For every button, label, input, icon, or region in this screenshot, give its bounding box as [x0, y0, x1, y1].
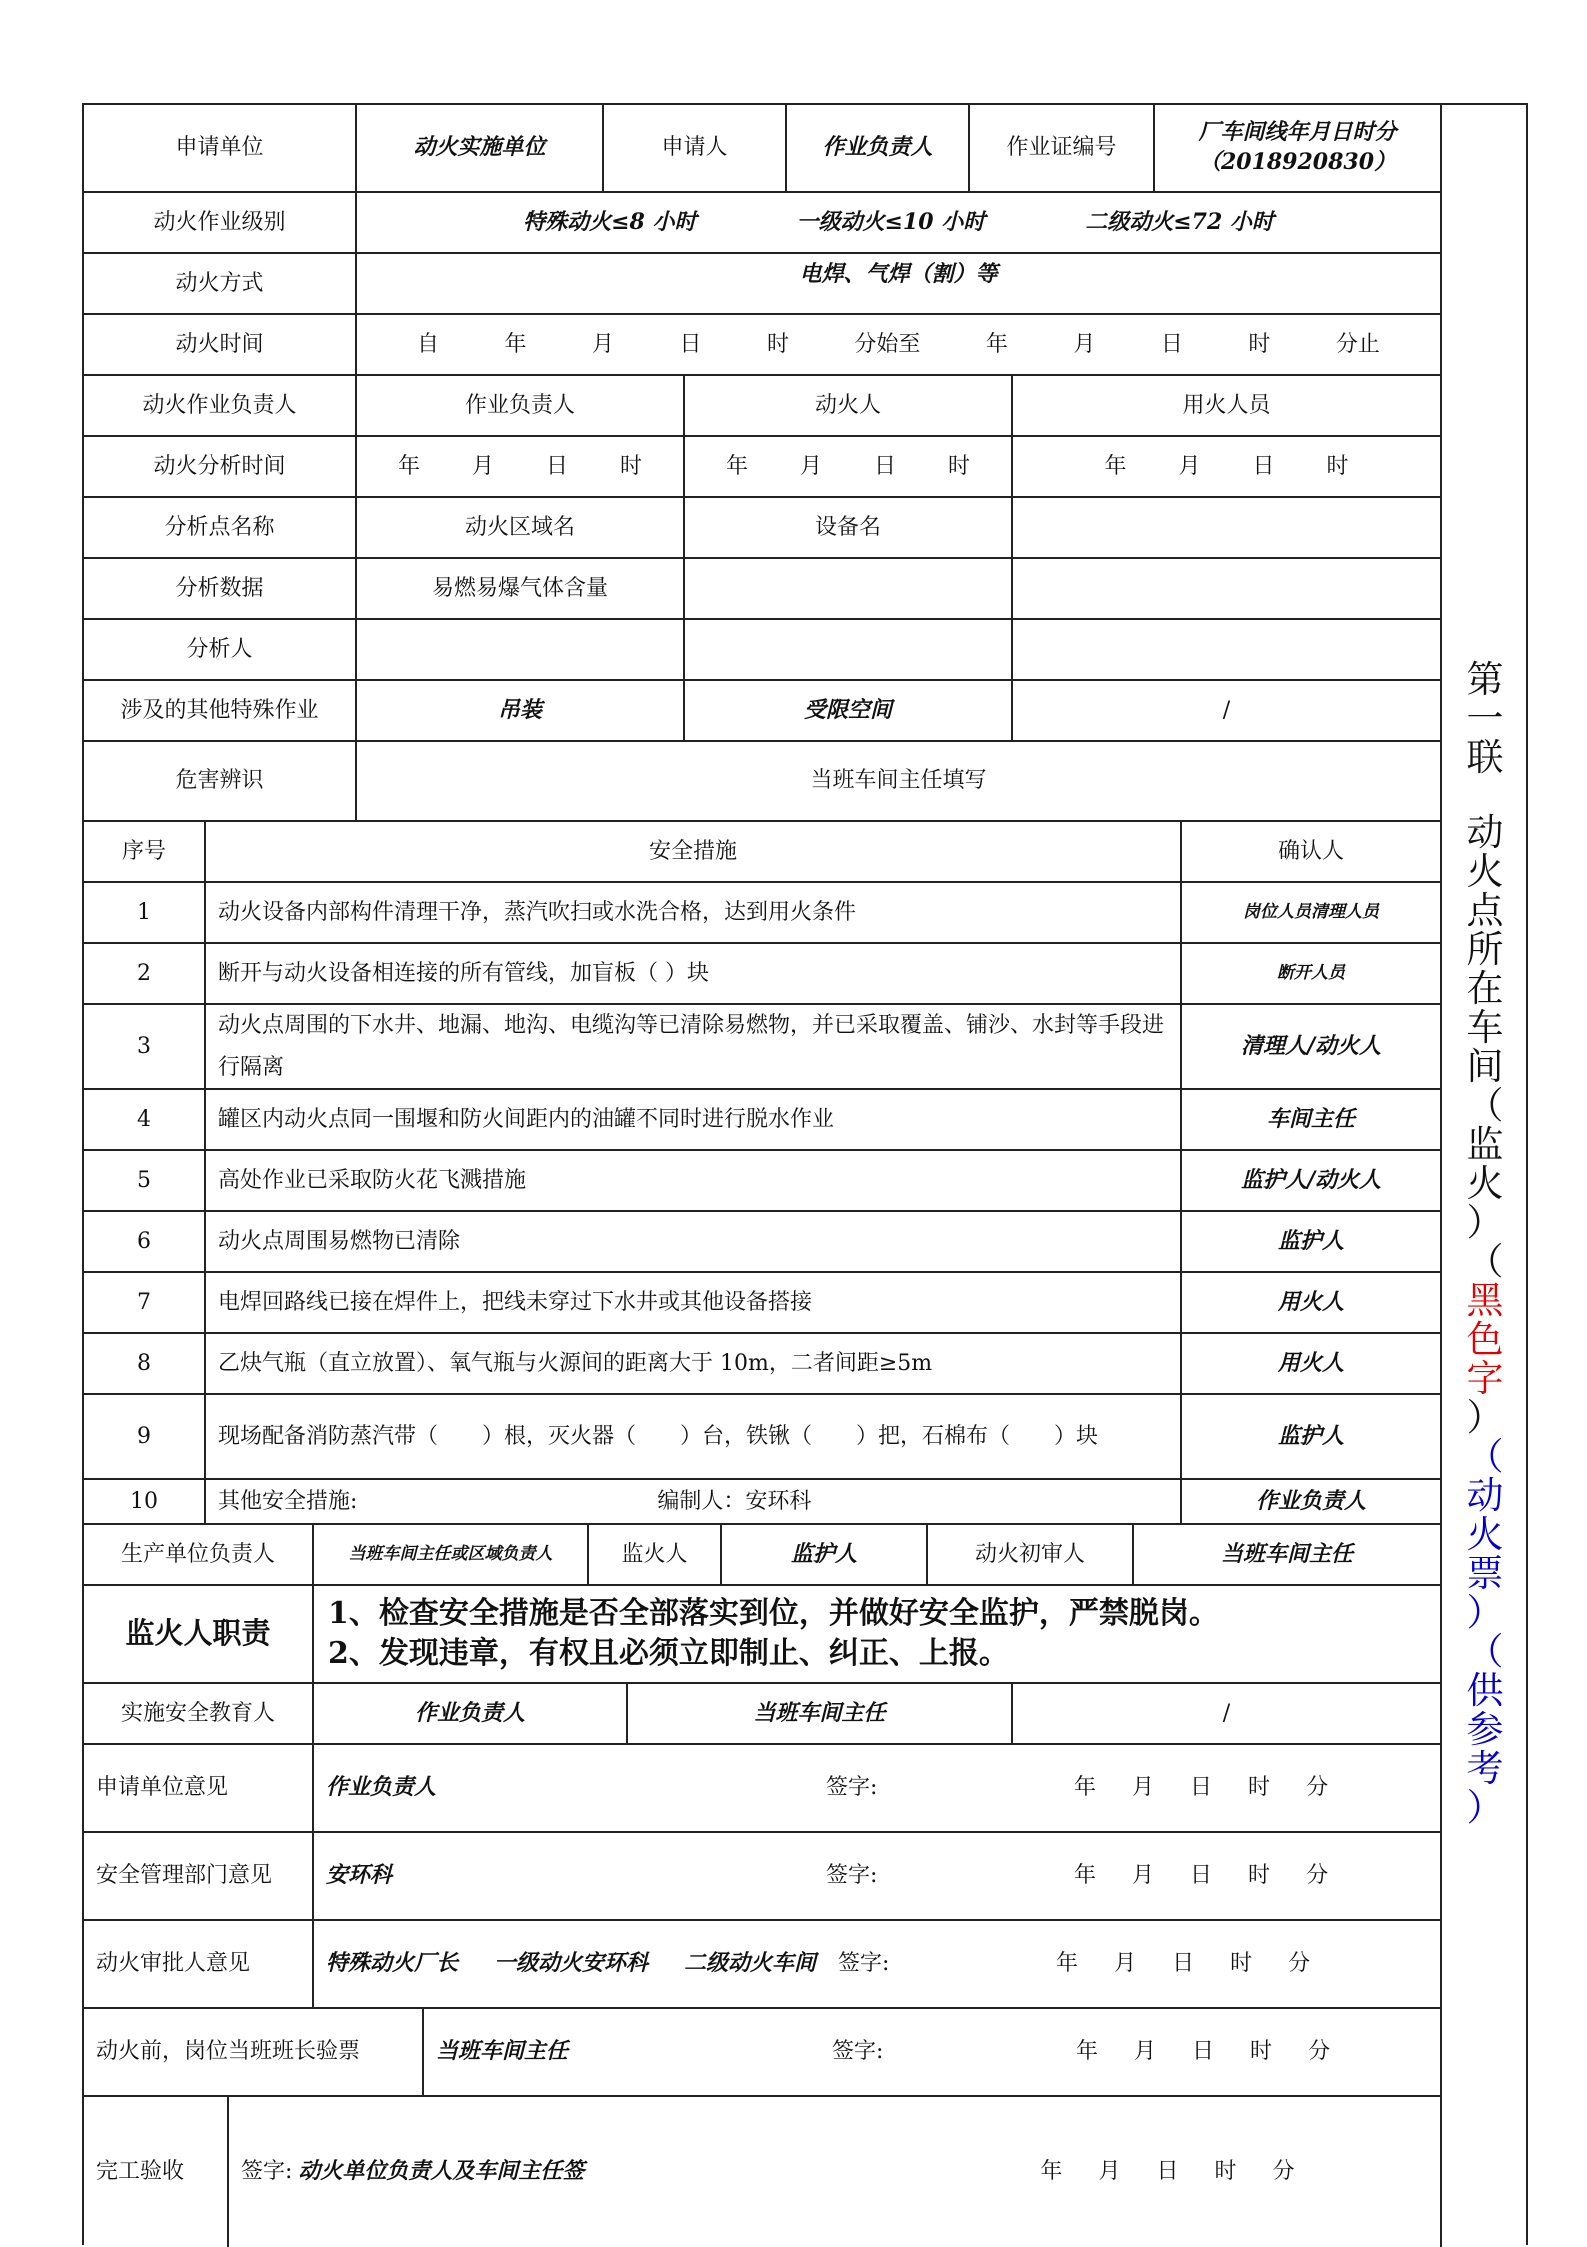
measure-row [84, 1273, 1440, 1334]
monitor-value[interactable]: 监护人 [722, 1525, 928, 1584]
measure-confirm[interactable]: 用火人 [1277, 1349, 1344, 1376]
date-part: 月 [1178, 453, 1201, 479]
measures-text-header: 安全措施 [206, 822, 1182, 881]
side-vertical-text [1464, 660, 1506, 1827]
analysis-point-label: 分析点名称 [84, 498, 357, 557]
opinion-row-apply [84, 1745, 1440, 1833]
analysis-time-label: 动火分析时间 [84, 437, 357, 496]
responsible-label: 动火作业负责人 [84, 376, 357, 435]
level-options[interactable] [357, 193, 1440, 252]
hazard-label: 危害辨识 [84, 742, 357, 820]
apply-unit-label: 申请单位 [84, 105, 357, 191]
side-char: 第 [1466, 658, 1504, 701]
side-char-blue: ） [1466, 1786, 1504, 1829]
measure-confirm[interactable]: 岗位人员清理人员 [1243, 902, 1379, 923]
time-part: 年 [985, 331, 1008, 357]
side-char-blue: 供 [1466, 1669, 1504, 1712]
analysis-time-cell[interactable] [1013, 437, 1440, 496]
date-part: 分 [1272, 2159, 1295, 2185]
other-special-row [84, 681, 1440, 742]
initial-value[interactable]: 当班车间主任 [1220, 1540, 1353, 1567]
side-column [1440, 105, 1528, 2247]
opinion-row-safety [84, 1833, 1440, 1921]
duty-line1: 1、检查安全措施是否全部落实到位，并做好安全监护，严禁脱岗。 [328, 1595, 1219, 1631]
production-value[interactable]: 当班车间主任或区域负责人 [314, 1525, 589, 1584]
date-part: 年 [1074, 1775, 1097, 1801]
measure-no: 3 [84, 1005, 206, 1088]
measure-row [84, 1480, 1440, 1525]
side-char: （ [1466, 1240, 1504, 1283]
measure-text: 动火点周围的下水井、地漏、地沟、电缆沟等已清除易燃物，并已采取覆盖、铺沙、水封等手段进行隔离 [206, 1005, 1182, 1088]
permit-no-line2: （2018920830） [1198, 149, 1397, 175]
side-char: 火 [1466, 850, 1504, 893]
measure-row [84, 1212, 1440, 1273]
responsible-cell[interactable]: 作业负责人 [357, 376, 685, 435]
opinion-value: 作业负责人 [326, 1774, 437, 1801]
date-part: 日 [1156, 2159, 1179, 2185]
opinion-date [1056, 1773, 1346, 1803]
analysis-time-cell[interactable] [685, 437, 1013, 496]
measure-no: 4 [84, 1090, 206, 1149]
analysis-point-cell[interactable]: 动火区域名 [357, 498, 685, 557]
duty-line2: 2、发现违章，有权且必须立即制止、纠正、上报。 [328, 1636, 1009, 1671]
measure-text: 罐区内动火点同一围堰和防火间距内的油罐不同时进行脱水作业 [206, 1090, 1182, 1149]
date-part: 月 [471, 453, 494, 479]
date-part: 时 [1326, 453, 1349, 479]
completion-label: 完工验收 [84, 2097, 229, 2247]
date-part: 年 [1040, 2159, 1063, 2185]
measure-no: 8 [84, 1334, 206, 1393]
time-part: 自 [417, 331, 440, 357]
other-special-label: 涉及的其他特殊作业 [84, 681, 357, 740]
date-part: 时 [1250, 2039, 1273, 2065]
analysis-time-cell[interactable] [357, 437, 685, 496]
date-part: 分 [1288, 1951, 1311, 1977]
approval-label: 动火审批人意见 [84, 1921, 314, 2007]
measure-text-main: 其他安全措施: [218, 1488, 358, 1514]
date-part: 年 [397, 453, 420, 479]
measure-confirm[interactable]: 断开人员 [1277, 963, 1345, 984]
opinion-date [1056, 1861, 1346, 1891]
analysis-point-cell[interactable]: 设备名 [685, 498, 1013, 557]
date-part: 日 [874, 453, 897, 479]
permit-no-value[interactable] [1155, 105, 1440, 191]
analysis-data-cell[interactable]: 易燃易爆气体含量 [357, 559, 685, 618]
measure-row [84, 1151, 1440, 1212]
measure-confirm[interactable]: 车间主任 [1266, 1105, 1355, 1132]
pre-check-label: 动火前，岗位当班班长验票 [84, 2009, 424, 2095]
side-char-blue: 动 [1466, 1474, 1504, 1517]
date-part: 月 [799, 453, 822, 479]
time-part: 时 [1248, 331, 1271, 357]
analysis-point-cell[interactable] [1013, 498, 1440, 557]
measure-no: 2 [84, 944, 206, 1003]
analyst-cell[interactable] [1013, 620, 1440, 679]
method-value[interactable]: 电焊、气焊（割）等 [799, 261, 998, 287]
analysis-data-label: 分析数据 [84, 559, 357, 618]
measure-no: 5 [84, 1151, 206, 1210]
pre-check-value: 当班车间主任 [436, 2038, 569, 2065]
date-part: 时 [1214, 2159, 1237, 2185]
side-char-blue: 票 [1466, 1552, 1504, 1595]
date-part: 日 [1252, 453, 1275, 479]
apply-unit-value[interactable]: 动火实施单位 [357, 105, 604, 191]
side-char: 在 [1466, 967, 1504, 1010]
responsible-cell[interactable]: 动火人 [685, 376, 1013, 435]
production-label: 生产单位负责人 [84, 1525, 314, 1584]
pre-check-date [1058, 2037, 1348, 2067]
responsible-row [84, 376, 1440, 437]
measure-confirm[interactable]: 监护人/动火人 [1240, 1166, 1382, 1193]
date-part: 月 [1132, 1863, 1155, 1889]
permit-form-page [82, 103, 1528, 2245]
measure-confirm[interactable]: 用火人 [1277, 1288, 1344, 1315]
date-part: 日 [1190, 1775, 1213, 1801]
hazard-row [84, 742, 1440, 822]
time-part: 月 [591, 331, 614, 357]
measure-text: 电焊回路线已接在焊件上，把线未穿过下水井或其他设备搭接 [206, 1273, 1182, 1332]
header-row [84, 105, 1440, 193]
opinion-label: 安全管理部门意见 [84, 1833, 314, 1919]
date-part: 年 [1104, 453, 1127, 479]
date-part: 日 [1190, 1863, 1213, 1889]
side-char-blue: （ [1466, 1435, 1504, 1478]
measure-row [84, 883, 1440, 944]
time-row [84, 315, 1440, 376]
measure-text: 高处作业已采取防火花飞溅措施 [206, 1151, 1182, 1210]
completion-value: 动火单位负责人及车间主任签 [298, 2158, 585, 2185]
side-char-blue: （ [1466, 1630, 1504, 1673]
date-part: 年 [1056, 1951, 1079, 1977]
method-label: 动火方式 [84, 254, 357, 313]
opinion-value-cell[interactable] [314, 1745, 1440, 1831]
measure-row [84, 1005, 1440, 1090]
measure-no: 7 [84, 1273, 206, 1332]
analysis-time-row [84, 437, 1440, 498]
approval-second: 二级动火车间 [684, 1950, 817, 1977]
measures-confirm-header: 确认人 [1277, 838, 1344, 864]
duty-row [84, 1586, 1440, 1684]
side-char-blue: 火 [1466, 1513, 1504, 1556]
date-part: 时 [1248, 1863, 1271, 1889]
side-char-blue: 参 [1466, 1708, 1504, 1751]
date-part: 日 [1172, 1951, 1195, 1977]
analyst-label: 分析人 [84, 620, 357, 679]
measure-row [84, 1334, 1440, 1395]
completion-row [84, 2097, 1440, 2247]
opinion-sign: 签字: [826, 1863, 878, 1889]
approval-value-cell[interactable] [314, 1921, 1440, 2007]
level-second[interactable]: 二级动火≤72 小时 [1085, 208, 1274, 235]
approval-row [84, 1921, 1440, 2009]
side-char-red: 色 [1466, 1318, 1504, 1361]
date-part: 时 [1230, 1951, 1253, 1977]
date-part: 分 [1306, 1863, 1329, 1889]
date-part: 分 [1306, 1775, 1329, 1801]
analysis-data-cell[interactable] [1013, 559, 1440, 618]
opinion-value: 安环科 [326, 1862, 393, 1889]
measure-editor: 编制人：安环科 [657, 1488, 812, 1514]
measure-text: 乙炔气瓶（直立放置）、氧气瓶与火源间的距离大于 10m，二者间距≥5m [206, 1334, 1182, 1393]
measure-no: 10 [84, 1480, 206, 1523]
level-row [84, 193, 1440, 254]
side-char: 动 [1466, 811, 1504, 854]
date-part: 月 [1114, 1951, 1137, 1977]
measures-header-row [84, 822, 1440, 883]
measure-text [206, 1480, 1182, 1523]
pre-check-sign: 签字: [832, 2039, 884, 2065]
completion-sign: 签字: [241, 2159, 293, 2185]
side-char: 车 [1466, 1006, 1504, 1049]
measure-text: 现场配备消防蒸汽带（ ）根，灭火器（ ）台，铁锹（ ）把，石棉布（ ）块 [206, 1395, 1182, 1478]
date-part: 月 [1134, 2039, 1157, 2065]
education-cell[interactable]: 作业负责人 [314, 1684, 628, 1743]
other-special-cell[interactable]: / [1222, 697, 1231, 723]
education-cell[interactable]: / [1222, 1700, 1231, 1726]
measure-no: 9 [84, 1395, 206, 1478]
completion-value-cell[interactable] [229, 2097, 1440, 2247]
permit-no-label: 作业证编号 [970, 105, 1155, 191]
opinion-value-cell[interactable] [314, 1833, 1440, 1919]
side-char-red: 字 [1466, 1357, 1504, 1400]
measure-text: 动火点周围易燃物已清除 [206, 1212, 1182, 1271]
side-char: 联 [1466, 736, 1504, 779]
measure-row [84, 1090, 1440, 1151]
measure-text: 动火设备内部构件清理干净，蒸汽吹扫或水洗合格，达到用火条件 [206, 883, 1182, 942]
date-part: 时 [1248, 1775, 1271, 1801]
time-value[interactable] [357, 315, 1440, 374]
measure-confirm[interactable]: 监护人 [1277, 1227, 1344, 1254]
level-special[interactable]: 特殊动火≤8 小时 [523, 208, 697, 235]
monitor-label: 监火人 [589, 1525, 722, 1584]
education-cell[interactable]: 当班车间主任 [628, 1684, 1013, 1743]
level-label: 动火作业级别 [84, 193, 357, 252]
responsible-cell[interactable]: 用火人员 [1182, 392, 1271, 418]
other-special-cell[interactable]: 吊装 [357, 681, 685, 740]
analysis-data-row [84, 559, 1440, 620]
education-label: 实施安全教育人 [84, 1684, 314, 1743]
analysis-data-cell[interactable] [685, 559, 1013, 618]
time-part: 年 [504, 331, 527, 357]
approval-special: 特殊动火厂长 [326, 1950, 459, 1977]
side-char: 监 [1466, 1123, 1504, 1166]
applicant-label: 申请人 [604, 105, 787, 191]
side-char-red: 黑 [1466, 1279, 1504, 1322]
analysis-point-row [84, 498, 1440, 559]
time-part: 月 [1073, 331, 1096, 357]
pre-check-value-cell[interactable] [424, 2009, 1440, 2095]
date-part: 日 [546, 453, 569, 479]
time-part: 分止 [1335, 331, 1380, 357]
time-label: 动火时间 [84, 315, 357, 374]
approval-sign: 签字: [838, 1951, 890, 1977]
education-row [84, 1684, 1440, 1745]
other-special-cell[interactable]: 受限空间 [685, 681, 1013, 740]
date-part: 年 [1074, 1863, 1097, 1889]
measure-confirm[interactable]: 监护人 [1277, 1422, 1344, 1449]
side-char: ） [1466, 1201, 1504, 1244]
approval-date [1038, 1949, 1328, 1979]
permit-no-line1: 厂车间线年月日时分 [1198, 119, 1397, 146]
measure-confirm[interactable]: 作业负责人 [1255, 1487, 1366, 1514]
analyst-cell[interactable] [357, 620, 685, 679]
opinion-sign: 签字: [826, 1775, 878, 1801]
time-part: 日 [679, 331, 702, 357]
opinion-label: 申请单位意见 [84, 1745, 314, 1831]
date-part: 时 [948, 453, 971, 479]
measures-no-header: 序号 [84, 822, 206, 881]
analyst-row [84, 620, 1440, 681]
duty-label: 监火人职责 [84, 1586, 314, 1682]
side-char: 火 [1466, 1162, 1504, 1205]
completion-date [1022, 2157, 1312, 2187]
side-char-blue: ） [1466, 1591, 1504, 1634]
side-gap [1464, 777, 1506, 813]
time-part: 分始至 [854, 331, 921, 357]
date-part: 日 [1192, 2039, 1215, 2065]
level-first[interactable]: 一级动火≤10 小时 [796, 208, 986, 235]
measure-no: 1 [84, 883, 206, 942]
side-char: （ [1466, 1084, 1504, 1127]
side-char: 间 [1466, 1045, 1504, 1088]
pre-check-row [84, 2009, 1440, 2097]
measure-row [84, 944, 1440, 1005]
measure-row [84, 1395, 1440, 1480]
initial-label: 动火初审人 [928, 1525, 1134, 1584]
date-part: 分 [1308, 2039, 1331, 2065]
date-part: 月 [1098, 2159, 1121, 2185]
hot-work-permit-table [84, 105, 1440, 2247]
analyst-cell[interactable] [685, 620, 1013, 679]
date-part: 时 [620, 453, 643, 479]
side-char: ） [1466, 1396, 1504, 1439]
time-part: 日 [1160, 331, 1183, 357]
duty-text [314, 1586, 1440, 1682]
approval-first: 一级动火安环科 [494, 1950, 649, 1977]
date-part: 年 [1076, 2039, 1099, 2065]
measure-text: 断开与动火设备相连接的所有管线，加盲板（ ）块 [206, 944, 1182, 1003]
production-row [84, 1525, 1440, 1586]
applicant-value[interactable]: 作业负责人 [787, 105, 970, 191]
time-part: 时 [766, 331, 789, 357]
date-part: 月 [1132, 1775, 1155, 1801]
side-char: 点 [1466, 889, 1504, 932]
hazard-value[interactable]: 当班车间主任填写 [810, 768, 987, 794]
side-char: 一 [1466, 697, 1504, 740]
method-row [84, 254, 1440, 315]
date-part: 年 [725, 453, 748, 479]
side-char-blue: 考 [1466, 1747, 1504, 1790]
side-char: 所 [1466, 928, 1504, 971]
measure-no: 6 [84, 1212, 206, 1271]
measure-confirm[interactable]: 清理人/动火人 [1240, 1032, 1382, 1059]
